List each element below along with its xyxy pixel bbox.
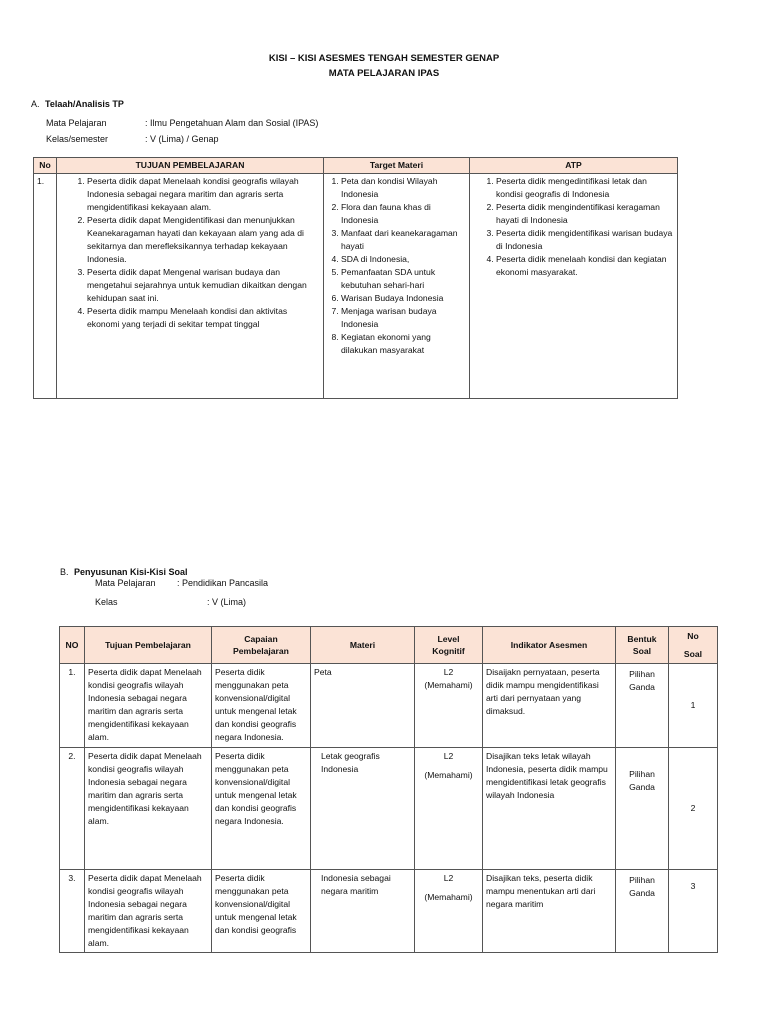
- header-target-materi: Target Materi: [324, 158, 470, 174]
- kisi-kisi-table: [59, 626, 718, 953]
- tp-analysis-table: [33, 157, 678, 399]
- level-desc: (Memahami): [424, 892, 473, 902]
- no-soal-cell: 3: [669, 870, 718, 953]
- header-no-soal: No Soal: [669, 627, 718, 664]
- capaian-cell: Peserta didik menggunakan peta konvensional/digital untuk mengenal letak dan kondisi geografis: [212, 870, 311, 953]
- tujuan-cell: [57, 174, 324, 399]
- header-materi: Materi: [311, 627, 415, 664]
- list-item: 2. Flora dan fauna khas di Indonesia: [341, 201, 466, 227]
- row-number: 1.: [34, 174, 57, 399]
- table-row: [60, 748, 718, 870]
- section-b-meta: [95, 578, 495, 610]
- document-title: KISI – KISI ASESMES TENGAH SEMESTER GENAP: [268, 53, 500, 64]
- level-code: L2: [443, 873, 454, 883]
- tujuan-list: [71, 175, 320, 331]
- materi-cell: Indonesia sebagai negara maritim: [311, 870, 415, 953]
- row-number: 1.: [60, 664, 85, 748]
- tujuan-cell: Peserta didik dapat Menelaah kondisi geografis wilayah Indonesia sebagai negara maritim dan agraris serta mengidentifikasi kekayaan alam.: [85, 664, 212, 748]
- meta-label-subject: Mata Pelajaran: [95, 578, 156, 588]
- row-number: 3.: [60, 870, 85, 953]
- section-b-title: Penyusunan Kisi-Kisi Soal: [74, 567, 188, 577]
- list-item: 1. Peta dan kondisi Wilayah Indonesia: [341, 175, 466, 201]
- no-soal-cell: 1: [669, 664, 718, 748]
- table-header-row: [60, 627, 718, 664]
- header-no: NO: [60, 627, 85, 664]
- level-desc: (Memahami): [424, 680, 473, 690]
- section-a-title: Telaah/Analisis TP: [45, 99, 124, 109]
- bentuk-cell: Pilihan Ganda: [616, 748, 669, 870]
- row-number: 2.: [60, 748, 85, 870]
- list-item: 6. Warisan Budaya Indonesia: [341, 292, 466, 305]
- list-item: 2. Peserta didik mengindentifikasi keragaman hayati di Indonesia: [496, 201, 674, 227]
- list-item: 8. Kegiatan ekonomi yang dilakukan masyarakat: [341, 331, 466, 357]
- list-item: 7. Menjaga warisan budaya Indonesia: [341, 305, 466, 331]
- target-materi-cell: [324, 174, 470, 399]
- indikator-cell: Disajikan teks, peserta didik mampu menentukan arti dari negara maritim: [483, 870, 616, 953]
- header-level: Level Kognitif: [415, 627, 483, 664]
- section-a-meta: [46, 118, 446, 148]
- meta-label-class: Kelas/semester: [46, 134, 109, 144]
- list-item: 4. Peserta didik mampu Menelaah kondisi dan aktivitas ekonomi yang terjadi di sekitar tempat tinggal: [87, 305, 320, 331]
- tujuan-cell: Peserta didik dapat Menelaah kondisi geografis wilayah Indonesia sebagai negara maritim dan agraris serta mengidentifikasi kekayaan alam.: [85, 748, 212, 870]
- header-no: No: [34, 158, 57, 174]
- meta-value-class: : V (Lima): [207, 597, 247, 607]
- materi-list: [327, 175, 466, 357]
- level-code: L2: [443, 751, 454, 761]
- list-item: 4. SDA di Indonesia,: [341, 253, 466, 266]
- list-item: 3. Manfaat dari keanekaragaman hayati: [341, 227, 466, 253]
- section-a-heading: [31, 99, 124, 109]
- meta-value-class: : V (Lima) / Genap: [145, 134, 219, 144]
- meta-value-subject: : Pendidikan Pancasila: [177, 578, 269, 588]
- header-tujuan: TUJUAN PEMBELAJARAN: [57, 158, 324, 174]
- list-item: 1. Peserta didik mengedintifikasi letak dan kondisi geografis di Indonesia: [496, 175, 674, 201]
- bentuk-cell: Pilihan Ganda: [616, 664, 669, 748]
- level-code: L2: [443, 667, 454, 677]
- header-bentuk: Bentuk Soal: [616, 627, 669, 664]
- header-capaian: Capaian Pembelajaran: [212, 627, 311, 664]
- level-desc: (Memahami): [424, 770, 473, 780]
- list-item: 5. Pemanfaatan SDA untuk kebutuhan sehari-hari: [341, 266, 466, 292]
- section-b-heading: [60, 567, 188, 577]
- section-b-number: B.: [60, 567, 69, 577]
- meta-label-class: Kelas: [95, 597, 118, 607]
- no-soal-cell: 2: [669, 748, 718, 870]
- header-atp: ATP: [470, 158, 678, 174]
- list-item: 1. Peserta didik dapat Menelaah kondisi geografis wilayah Indonesia sebagai negara maritim dan agraris serta mengidentifikasi kekayaan alam.: [87, 175, 320, 214]
- document-subtitle: MATA PELAJARAN IPAS: [328, 68, 440, 79]
- meta-value-subject: : Ilmu Pengetahuan Alam dan Sosial (IPAS): [145, 118, 319, 128]
- bentuk-cell: Pilihan Ganda: [616, 870, 669, 953]
- section-a-number: A.: [31, 99, 40, 109]
- header-indikator: Indikator Asesmen: [483, 627, 616, 664]
- level-cell: [415, 748, 483, 870]
- list-item: 4. Peserta didik menelaah kondisi dan kegiatan ekonomi masyarakat.: [496, 253, 674, 279]
- list-item: 3. Peserta didik mengidentifikasi warisan budaya di Indonesia: [496, 227, 674, 253]
- level-cell: [415, 870, 483, 953]
- materi-cell: Letak geografis Indonesia: [311, 748, 415, 870]
- materi-cell: Peta: [311, 664, 415, 748]
- table-header-row: [34, 158, 678, 174]
- table-row: [34, 174, 678, 399]
- indikator-cell: Disajikan teks letak wilayah Indonesia, peserta didik mampu mengidentifikasi letak geografis wilayah Indonesia: [483, 748, 616, 870]
- table-row: [60, 870, 718, 953]
- list-item: 2. Peserta didik dapat Mengidentifikasi dan menunjukkan Keanekaragaman hayati dan kekayaan alam yang ada di sekitarnya dan merefleksikannya terhadap kekayaan Indonesia.: [87, 214, 320, 266]
- atp-cell: [470, 174, 678, 399]
- header-tujuan: Tujuan Pembelajaran: [85, 627, 212, 664]
- table-row: [60, 664, 718, 748]
- list-item: 3. Peserta didik dapat Mengenal warisan budaya dan mengetahui sejarahnya untuk kemudian dikaitkan dengan kehidupan saat ini.: [87, 266, 320, 305]
- level-cell: [415, 664, 483, 748]
- capaian-cell: Peserta didik menggunakan peta konvensional/digital untuk mengenal letak dan kondisi geografis negara Indonesia.: [212, 748, 311, 870]
- meta-label-subject: Mata Pelajaran: [46, 118, 107, 128]
- tujuan-cell: Peserta didik dapat Menelaah kondisi geografis wilayah Indonesia sebagai negara maritim dan agraris serta mengidentifikasi kekayaan alam.: [85, 870, 212, 953]
- atp-list: [480, 175, 674, 279]
- indikator-cell: Disaijakn pernyataan, peserta didik mampu mengidentifikasi arti dari pernyataan yang dimaksud.: [483, 664, 616, 748]
- capaian-cell: Peserta didik menggunakan peta konvensional/digital untuk mengenal letak dan kondisi geografis negara Indonesia.: [212, 664, 311, 748]
